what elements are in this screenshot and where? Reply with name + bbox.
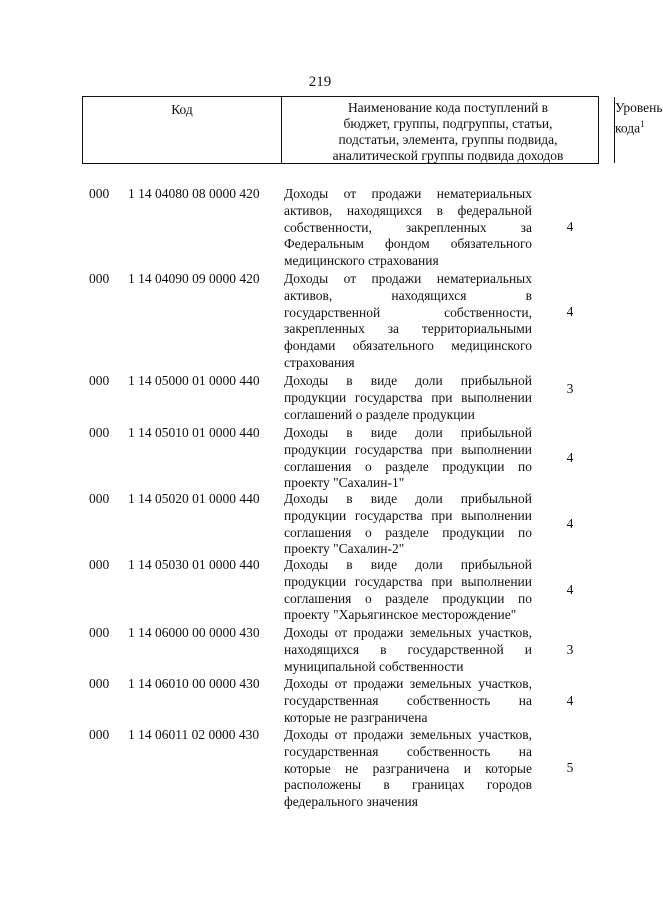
row-level: 3 (566, 642, 574, 657)
row-name-line: Доходы в виде доли прибыльной (284, 491, 532, 506)
row-name (284, 557, 532, 624)
row-name (284, 676, 532, 726)
row-code: 1 14 05030 01 0000 440 (128, 557, 260, 572)
row-name-line: соглашения о разделе продукции по (284, 458, 532, 474)
row-name-line: Доходы от продажи нематериальных (284, 186, 532, 201)
row-name-line: собственности, закрепленных за (284, 219, 532, 235)
row-code: 1 14 06011 02 0000 430 (128, 727, 260, 742)
row-level: 4 (566, 693, 574, 708)
row-name-line: Доходы от продажи земельных участков, (284, 727, 532, 742)
row-name-line: продукции государства при выполнении (284, 507, 532, 523)
row-name-line: Доходы в виде доли прибыльной (284, 373, 532, 388)
row-name-line: страхования (284, 354, 355, 370)
row-prefix: 000 (89, 186, 110, 201)
row-name-line: Федеральным фондом обязательного (284, 236, 532, 252)
row-name-line: проекту "Сахалин-2" (284, 541, 405, 557)
row-prefix: 000 (89, 271, 110, 286)
row-name-line: продукции государства при выполнении (284, 573, 532, 589)
row-name-line: медицинского страхования (284, 253, 439, 269)
row-name-line: соглашений о разделе продукции (284, 406, 475, 422)
row-code: 1 14 06010 00 0000 430 (128, 676, 260, 691)
row-prefix: 000 (89, 491, 110, 506)
row-code: 1 14 04080 08 0000 420 (128, 186, 260, 201)
row-prefix: 000 (89, 373, 110, 388)
row-name-line: которые не разграничена и которые (284, 760, 532, 776)
row-code: 1 14 06000 00 0000 430 (128, 625, 260, 640)
header-code: Код (171, 102, 193, 117)
row-level: 4 (566, 450, 574, 465)
row-name-line: соглашения о разделе продукции по (284, 524, 532, 540)
row-name-line: расположены в границах городов (284, 777, 532, 793)
row-name-line: Доходы от продажи земельных участков, (284, 625, 532, 640)
row-name (284, 373, 532, 423)
row-name-line: закрепленных за территориальными (284, 321, 532, 337)
row-name (284, 186, 532, 270)
row-level: 4 (566, 304, 574, 319)
row-name-line: федерального значения (284, 794, 418, 810)
row-level: 3 (566, 381, 574, 396)
row-name-line: государственной собственности, (284, 304, 532, 320)
row-level: 4 (566, 582, 574, 597)
row-prefix: 000 (89, 425, 110, 440)
row-prefix: 000 (89, 557, 110, 572)
row-name-line: муниципальной собственности (284, 658, 464, 674)
row-name-line: активов, находящихся в (284, 287, 532, 303)
row-name-line: Доходы от продажи нематериальных (284, 271, 532, 286)
footnote-mark: 1 (640, 119, 645, 129)
row-name-line: продукции государства при выполнении (284, 389, 532, 405)
row-code: 1 14 05020 01 0000 440 (128, 491, 260, 506)
row-name-line: активов, находящихся в федеральной (284, 202, 532, 218)
row-name-line: соглашения о разделе продукции по (284, 590, 532, 606)
page-number: 219 (308, 74, 332, 90)
row-name-line: которые не разграничена (284, 709, 428, 725)
row-code: 1 14 05000 01 0000 440 (128, 373, 260, 388)
row-prefix: 000 (89, 676, 110, 691)
row-name-line: фондами обязательного медицинского (284, 338, 532, 354)
header-name-line: подстатьи, элемента, группы подвида, (338, 132, 558, 147)
row-level: 5 (566, 760, 574, 775)
table-header: Код Наименование кода поступлений в бюджет, группы, подгруппы, статьи, подстатьи, элемента, группы подвида, аналитической группы подвида доходов Уровень кода$^1$ (82, 96, 599, 164)
row-name-line: находящихся в государственной и (284, 641, 532, 657)
row-name (284, 491, 532, 558)
row-name-line: государственная собственность на (284, 692, 532, 708)
row-level: 4 (566, 516, 574, 531)
row-code: 1 14 05010 01 0000 440 (128, 425, 260, 440)
row-name-line: проекту "Харьягинское месторождение" (284, 607, 517, 623)
header-name (281, 97, 615, 163)
header-name-line: Наименование кода поступлений в (347, 100, 549, 115)
row-prefix: 000 (89, 625, 110, 640)
row-name-line: продукции государства при выполнении (284, 441, 532, 457)
row-name (284, 727, 532, 811)
row-name (284, 425, 532, 492)
row-prefix: 000 (89, 727, 110, 742)
header-name-line: аналитической группы подвида доходов (332, 148, 564, 163)
row-name-line: проекту "Сахалин-1" (284, 475, 405, 491)
row-level: 4 (566, 219, 574, 234)
header-name-line: бюджет, группы, подгруппы, статьи, (343, 116, 553, 131)
row-name-line: Доходы от продажи земельных участков, (284, 676, 532, 691)
row-name (284, 271, 532, 372)
row-name-line: Доходы в виде доли прибыльной (284, 425, 532, 440)
row-name-line: государственная собственность на (284, 743, 532, 759)
row-name (284, 625, 532, 675)
row-name-line: Доходы в виде доли прибыльной (284, 557, 532, 572)
row-code: 1 14 04090 09 0000 420 (128, 271, 260, 286)
